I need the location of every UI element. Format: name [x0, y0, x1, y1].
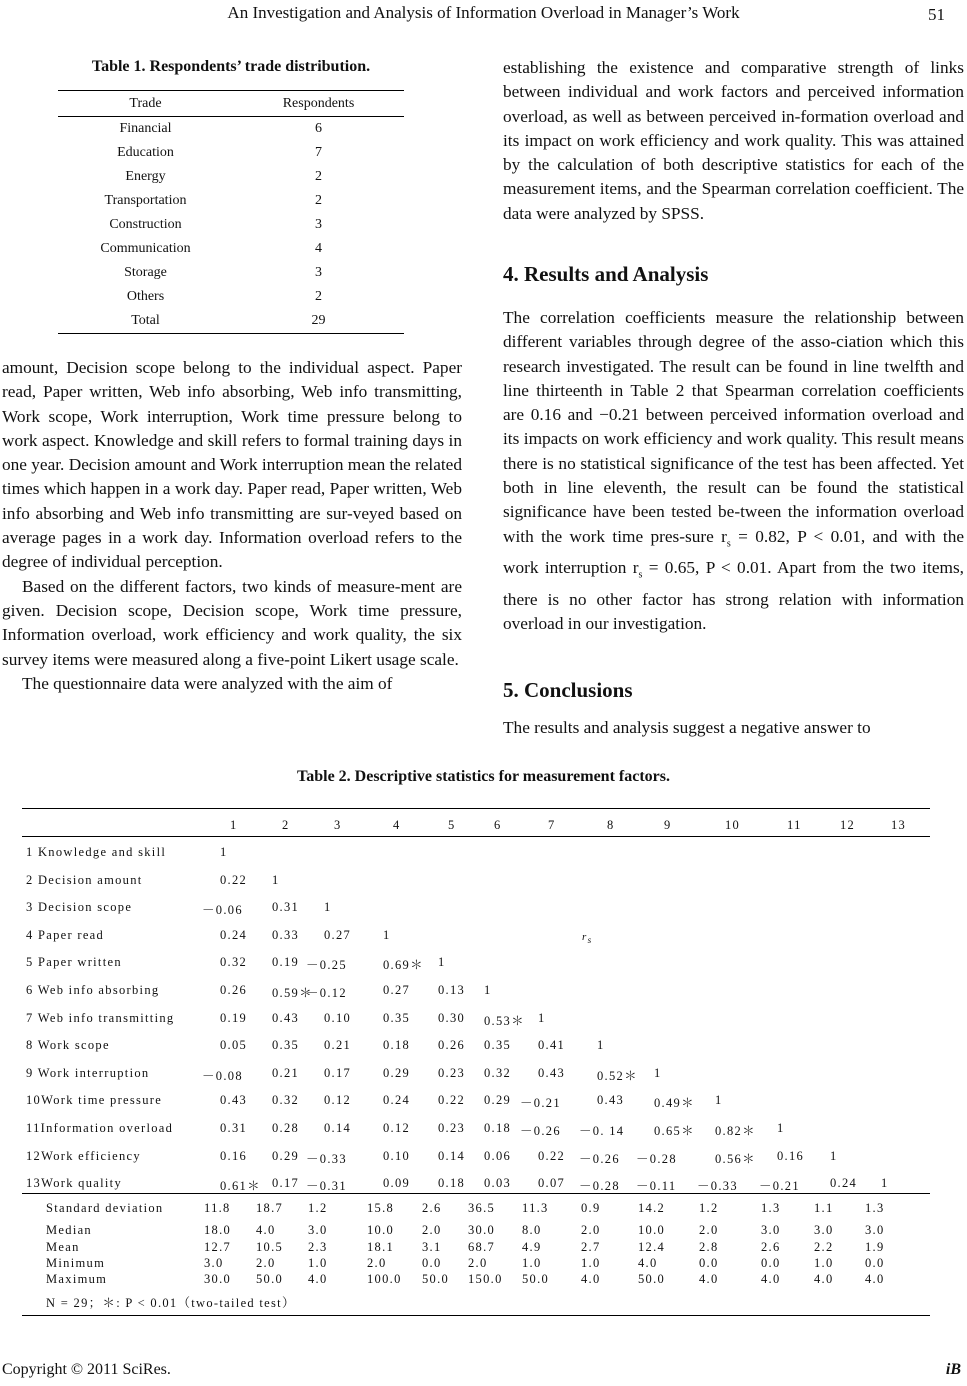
table2-stat-cell: 30.0	[204, 1272, 232, 1286]
table2-stat-cell: 3.0	[308, 1223, 328, 1237]
table2-cell: 1	[383, 928, 391, 942]
page-number: 51	[928, 5, 945, 24]
table1-header: Trade	[58, 91, 233, 117]
subscript: s	[726, 538, 731, 550]
table2-row-label: 13Work quality	[26, 1176, 123, 1190]
table2-cell: 1	[830, 1149, 838, 1163]
table2-cell: 0.82＊	[715, 1124, 756, 1138]
table2-stat-cell: 150.0	[468, 1272, 503, 1286]
table2-stat-cell: 2.2	[814, 1240, 834, 1254]
table2-stat-cell: 2.6	[761, 1240, 781, 1254]
table2-cell: 0.27	[383, 983, 411, 997]
table2-col-header: 9	[664, 818, 672, 832]
journal-abbrev: iB	[945, 1361, 961, 1378]
table2-col-header: 12	[840, 818, 856, 832]
paragraph: The results and analysis suggest a negative answer to	[503, 718, 871, 737]
table-cell: Education	[117, 145, 174, 160]
table2-stat-cell: 4.0	[256, 1223, 276, 1237]
table2-stat-cell: 2.0	[422, 1223, 442, 1237]
table2-stat-cell: 50.0	[522, 1272, 550, 1286]
table2-cell: 0.35	[484, 1038, 512, 1052]
table2-cell: 1	[715, 1093, 723, 1107]
table2-cell: 0.22	[538, 1149, 566, 1163]
table-cell: 3	[315, 217, 322, 232]
table2-cell: 1	[777, 1121, 785, 1135]
paragraph: establishing the existence and comparative strength of links between individual and work factors and perceived information overload, as well as between perceived in-formation overload and its impact on work efficiency and work quality. This was attained by the calculation of both descriptive statistics for each of the measurement items, and the Spearman correlation coefficient. The data were analyzed by SPSS.	[503, 58, 964, 223]
table2-cell: 0.33	[272, 928, 300, 942]
paragraph-part: = 0.65, P < 0.01. Apart from the two items, there is no other factor has strong relation with information overload in our investigation.	[503, 558, 965, 634]
table2-cell: 0.53＊	[484, 1014, 525, 1028]
table2-stat-cell: 2.8	[699, 1240, 719, 1254]
table2-caption: Table 2. Descriptive statistics for measurement factors.	[297, 768, 670, 785]
table2-cell: 0.19	[272, 955, 300, 969]
table2-stat-cell: 3.0	[761, 1223, 781, 1237]
table2-stat-cell: 10.0	[367, 1223, 395, 1237]
table2-col-header: 8	[607, 818, 615, 832]
table2-header-rule	[22, 836, 930, 837]
table2-cell: 0.16	[777, 1149, 805, 1163]
table2-cell: 0.24	[830, 1176, 858, 1190]
table2-cell: 0.17	[272, 1176, 300, 1190]
table2-cell: 0.12	[383, 1121, 411, 1135]
table2-cell: 0.24	[383, 1093, 411, 1107]
table2-stat-label: Maximum	[46, 1272, 108, 1286]
table2-cell: 0.24	[220, 928, 248, 942]
table2-stat-cell: 2.6	[422, 1201, 442, 1215]
table2-cell: 0.35	[383, 1011, 411, 1025]
table2-cell: 0.65＊	[654, 1124, 695, 1138]
table2-stat-cell: 18.0	[204, 1223, 232, 1237]
table2-stat-cell: 2.0	[699, 1223, 719, 1237]
table2-stat-cell: 0.0	[761, 1256, 781, 1270]
table2-stat-cell: 18.7	[256, 1201, 284, 1215]
table2-cell: 0.49＊	[654, 1096, 695, 1110]
table2-col-header: 7	[548, 818, 556, 832]
table2-cell: 0.31	[272, 900, 300, 914]
table2-row-label: 5 Paper written	[26, 955, 122, 969]
table2-cell: 1	[324, 900, 332, 914]
table-cell: Storage	[124, 265, 167, 280]
table2-col-header: 2	[282, 818, 290, 832]
table2-cell: 0.13	[438, 983, 466, 997]
table2-stat-cell: 2.7	[581, 1240, 601, 1254]
table2-stat-cell: 1.3	[865, 1201, 885, 1215]
table2-stat-cell: 1.1	[814, 1201, 834, 1215]
table2-stat-cell: 2.0	[581, 1223, 601, 1237]
table2-row-label: 3 Decision scope	[26, 900, 133, 914]
table2-stat-cell: 4.0	[581, 1272, 601, 1286]
table2-cell: －0.28	[636, 1152, 677, 1166]
table2-stat-cell: 2.0	[367, 1256, 387, 1270]
table2-cell: －0. 14	[579, 1124, 625, 1138]
table2-cell: 0.35	[272, 1038, 300, 1052]
table2-cell: 0.26	[220, 983, 248, 997]
table2-row-label: 10Work time pressure	[26, 1093, 163, 1107]
section-heading-results: 4. Results and Analysis	[503, 262, 709, 286]
table2-stat-cell: 14.2	[638, 1201, 666, 1215]
table-row	[58, 165, 404, 189]
table-cell: 2	[315, 193, 322, 208]
table2-cell: －0.12	[306, 986, 347, 1000]
table1-header-row	[58, 91, 404, 117]
table-cell: Communication	[100, 241, 191, 256]
table2-stat-cell: 100.0	[367, 1272, 402, 1286]
table2-cell: 1	[881, 1176, 889, 1190]
right-column-text-top	[503, 56, 964, 226]
table2-stat-cell: 1.0	[581, 1256, 601, 1270]
table2-stat-label: Standard deviation	[46, 1201, 164, 1215]
table2-stat-cell: 10.5	[256, 1240, 284, 1254]
paragraph: amount, Decision scope belong to the individual aspect. Paper read, Paper written, Web info absorbing, Web info transmitting, Work scope, Work interruption, Work time pressure belong to work aspect. Knowledge and skill refers to formal training days in one year. Decision amount and Work interruption mean the related times which happen in a work day. Paper read, Paper written, Web info absorbing and Web info transmitting are sur-veyed based on average pages in a work day. Information overload refers to the degree of individual perception.	[2, 358, 462, 572]
table1-header: Respondents	[233, 91, 404, 117]
table2-stat-cell: 0.0	[865, 1256, 885, 1270]
table2-cell: 0.21	[324, 1038, 352, 1052]
table2-col-header: 13	[891, 818, 907, 832]
table2-cell: 1	[220, 845, 228, 859]
paragraph: Based on the different factors, two kinds of measure-ment are given. Decision scope, Decision scope, Work time pressure, Information overload, work efficiency and work quality, the six survey items were measured along a five-point Likert usage scale.	[2, 576, 462, 669]
table2-cell: －0.08	[202, 1069, 243, 1083]
table2-cell: 0.29	[383, 1066, 411, 1080]
table2-stat-cell: 2.3	[308, 1240, 328, 1254]
table2-row-label: 9 Work interruption	[26, 1066, 150, 1080]
table2-cell: 0.18	[438, 1176, 466, 1190]
table2-cell: 0.03	[484, 1176, 512, 1190]
table2-stat-cell: 15.8	[367, 1201, 395, 1215]
table2-cell: 0.07	[538, 1176, 566, 1190]
table2-cell: －0.26	[520, 1124, 561, 1138]
table2-stat-cell: 10.0	[638, 1223, 666, 1237]
table2-cell: 0.17	[324, 1066, 352, 1080]
table2-cell: 1	[538, 1011, 546, 1025]
table2-stat-cell: 0.9	[581, 1201, 601, 1215]
table2-cell: 0.14	[324, 1121, 352, 1135]
table2-stat-cell: 4.0	[865, 1272, 885, 1286]
table-cell: Total	[58, 309, 233, 334]
table-cell: 2	[315, 289, 322, 304]
table2-cell: －0.11	[636, 1179, 677, 1193]
table2-stat-cell: 4.0	[308, 1272, 328, 1286]
table-row	[58, 261, 404, 285]
table-row	[58, 285, 404, 309]
table2	[22, 808, 930, 1316]
table2-cell: 0.18	[383, 1038, 411, 1052]
table2-stat-cell: 50.0	[256, 1272, 284, 1286]
table2-stat-cell: 1.0	[814, 1256, 834, 1270]
table2-stat-cell: 36.5	[468, 1201, 496, 1215]
table2-col-header: 3	[334, 818, 342, 832]
table2-col-header: 11	[787, 818, 802, 832]
table2-stat-cell: 1.0	[308, 1256, 328, 1270]
table2-row-label: 4 Paper read	[26, 928, 105, 942]
paragraph: The questionnaire data were analyzed with the aim of	[22, 673, 393, 693]
table-cell: 2	[315, 169, 322, 184]
table2-stat-cell: 4.0	[814, 1272, 834, 1286]
paragraph-part: = 0.82, P < 0.01, and with the work interruption r	[503, 526, 965, 578]
table2-stat-cell: 3.0	[204, 1256, 224, 1270]
table2-row-label: 6 Web info absorbing	[26, 983, 160, 997]
table2-row-label: 1 Knowledge and skill	[26, 845, 167, 859]
table2-cell: 0.56＊	[715, 1152, 756, 1166]
table2-cell: 0.21	[272, 1066, 300, 1080]
table2-cell: 0.43	[272, 1011, 300, 1025]
table-cell: 29	[233, 309, 404, 334]
table2-stat-cell: 3.1	[422, 1240, 442, 1254]
table2-stat-cell: 11.8	[204, 1201, 231, 1215]
table2-cell: －0.06	[202, 903, 243, 917]
table2-cell: 0.52＊	[597, 1069, 638, 1083]
table-cell: 3	[315, 265, 322, 280]
table1-caption: Table 1. Respondents’ trade distribution.	[91, 58, 371, 75]
table2-cell: 0.43	[538, 1066, 566, 1080]
table2-stat-cell: 0.0	[422, 1256, 442, 1270]
table2-col-header: 6	[494, 818, 502, 832]
table2-cell: 0.32	[272, 1093, 300, 1107]
table2-cell: 0.19	[220, 1011, 248, 1025]
table2-row-label: 2 Decision amount	[26, 873, 143, 887]
rs-letter: r	[582, 931, 588, 943]
table2-cell: 0.10	[324, 1011, 352, 1025]
table2-cell: 0.27	[324, 928, 352, 942]
table-cell: 4	[315, 241, 322, 256]
table2-stat-cell: 3.0	[814, 1223, 834, 1237]
table2-cell: 0.09	[383, 1176, 411, 1190]
table2-cell: －0.25	[306, 958, 347, 972]
table2-cell: －0.21	[520, 1096, 561, 1110]
table2-col-header: 4	[393, 818, 401, 832]
table2-cell: 0.59＊	[272, 986, 313, 1000]
table2-stat-cell: 4.0	[761, 1272, 781, 1286]
table2-cell: 0.05	[220, 1038, 248, 1052]
table2-stat-cell: 50.0	[638, 1272, 666, 1286]
table-cell: Construction	[109, 217, 182, 232]
rs-label	[582, 931, 592, 945]
table2-note: N = 29；＊: P < 0.01（two-tailed test）	[46, 1296, 296, 1310]
table2-stat-cell: 12.4	[638, 1240, 666, 1254]
table-cell: 7	[315, 145, 322, 160]
table2-cell: －0.26	[579, 1152, 620, 1166]
table-row	[58, 141, 404, 165]
table2-stat-cell: 1.2	[699, 1201, 719, 1215]
table2-cell: 0.31	[220, 1121, 248, 1135]
table-row	[58, 237, 404, 261]
table-row	[58, 309, 404, 334]
table2-cell: 0.16	[220, 1149, 248, 1163]
table2-stat-cell: 1.9	[865, 1240, 885, 1254]
table2-cell: 1	[654, 1066, 662, 1080]
paragraph-part: The correlation coefficients measure the relationship between different variables through degree of the asso-ciation which this research investigated. The result can be found in line twelfth and line thirteenth in Table 2 that Spearman correlation coefficients are 0.16 and −0.21 between perceived information overload and its impacts on work efficiency and work quality. This result means there is no statistical significance of the test has been affected. Yet both in line eleventh, the result can be found the statistical significance have been tested be-tween the information overload with the work time pres-sure r	[503, 308, 964, 546]
table2-cell: 0.30	[438, 1011, 466, 1025]
right-column-conclusions-text	[503, 716, 964, 740]
table2-cell: 0.43	[220, 1093, 248, 1107]
table2-cell: 0.69＊	[383, 958, 424, 972]
table1	[58, 90, 404, 334]
table2-cell: 0.29	[484, 1093, 512, 1107]
table2-stat-cell: 1.2	[308, 1201, 328, 1215]
table2-cell: 0.06	[484, 1149, 512, 1163]
table2-cell: 0.28	[272, 1121, 300, 1135]
table2-cell: 0.29	[272, 1149, 300, 1163]
running-head	[0, 3, 967, 25]
table2-cell: －0.31	[306, 1179, 347, 1193]
rs-subscript: s	[587, 935, 593, 946]
table2-cell: 0.61＊	[220, 1179, 261, 1193]
table2-stat-cell: 18.1	[367, 1240, 395, 1254]
table2-stat-cell: 50.0	[422, 1272, 450, 1286]
table2-stat-cell: 3.0	[865, 1223, 885, 1237]
table2-cell: 0.41	[538, 1038, 566, 1052]
table-cell: Financial	[119, 121, 172, 136]
table2-col-header: 1	[230, 818, 238, 832]
table2-stat-cell: 12.7	[204, 1240, 232, 1254]
table2-cell: 1	[438, 955, 446, 969]
copyright: Copyright © 2011 SciRes.	[2, 1361, 171, 1378]
table2-cell: 0.23	[438, 1066, 466, 1080]
table2-cell: 0.26	[438, 1038, 466, 1052]
table2-stat-cell: 2.0	[468, 1256, 488, 1270]
section-heading-conclusions: 5. Conclusions	[503, 678, 633, 702]
table2-cell: 0.10	[383, 1149, 411, 1163]
table-cell: Others	[126, 289, 165, 304]
table2-stat-cell: 1.3	[761, 1201, 781, 1215]
table2-stat-cell: 4.0	[638, 1256, 658, 1270]
table2-col-header: 5	[448, 818, 456, 832]
table2-row-label: 7 Web info transmitting	[26, 1011, 175, 1025]
table2-cell: 1	[597, 1038, 605, 1052]
table2-row-label: 8 Work scope	[26, 1038, 110, 1052]
table2-cell: 1	[484, 983, 492, 997]
table2-cell: －0.33	[697, 1179, 738, 1193]
table2-stat-label: Minimum	[46, 1256, 106, 1270]
table-cell: Transportation	[104, 193, 187, 208]
table2-stat-label: Mean	[46, 1240, 80, 1254]
subscript: s	[638, 569, 643, 581]
table2-stat-label: Median	[46, 1223, 92, 1237]
table2-stat-cell: 8.0	[522, 1223, 542, 1237]
table2-stat-cell: 30.0	[468, 1223, 496, 1237]
table-row	[58, 189, 404, 213]
table2-stat-cell: 4.0	[699, 1272, 719, 1286]
table2-cell: 0.12	[324, 1093, 352, 1107]
right-column-results-text	[503, 306, 964, 637]
table-row	[58, 117, 404, 142]
table-cell: Energy	[125, 169, 166, 184]
table2-cell: 0.14	[438, 1149, 466, 1163]
table2-cell: 0.32	[220, 955, 248, 969]
table2-stat-cell: 0.0	[699, 1256, 719, 1270]
left-column-text	[2, 356, 462, 696]
table2-stat-cell: 2.0	[256, 1256, 276, 1270]
table2-row-label: 11Information overload	[26, 1121, 174, 1135]
table2-cell: 0.23	[438, 1121, 466, 1135]
table-row	[58, 213, 404, 237]
table2-cell: 0.32	[484, 1066, 512, 1080]
table2-cell: 0.22	[438, 1093, 466, 1107]
table2-cell: －0.21	[759, 1179, 800, 1193]
table2-stat-cell: 68.7	[468, 1240, 496, 1254]
table-cell: 6	[315, 121, 322, 136]
table2-col-header: 10	[725, 818, 741, 832]
running-title: An Investigation and Analysis of Information Overload in Manager’s Work	[227, 3, 740, 22]
paragraph	[503, 306, 964, 637]
table2-cell: 0.43	[597, 1093, 625, 1107]
table2-cell: 0.18	[484, 1121, 512, 1135]
table2-cell: 0.22	[220, 873, 248, 887]
table2-row-label: 12Work efficiency	[26, 1149, 141, 1163]
table2-cell: －0.33	[306, 1152, 347, 1166]
table2-stat-cell: 1.0	[522, 1256, 542, 1270]
table2-stat-cell: 4.9	[522, 1240, 542, 1254]
table2-cell: 1	[272, 873, 280, 887]
table2-cell: －0.28	[579, 1179, 620, 1193]
table2-stat-cell: 11.3	[522, 1201, 549, 1215]
